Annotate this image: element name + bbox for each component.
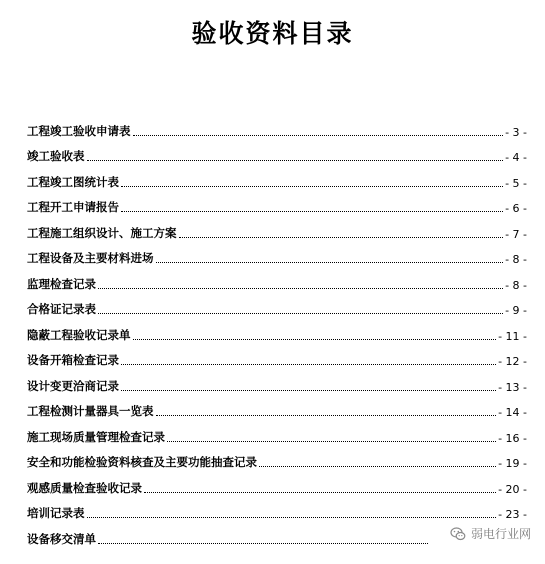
toc-dot-leader: [167, 441, 496, 442]
toc-entry-label: 安全和功能检验资料核查及主要功能抽查记录: [27, 455, 257, 469]
toc-entry-label: 工程竣工图统计表: [27, 174, 119, 189]
toc-entry-page: - 3 -: [505, 125, 527, 139]
toc-entry-label: 设备开箱检查记录: [27, 353, 119, 367]
toc-dot-leader: [87, 517, 497, 518]
toc-entry-label: 隐蔽工程验收记录单: [27, 327, 131, 342]
toc-entry[interactable]: [27, 190, 527, 216]
toc-entry-label: 工程检测计量器具一览表: [27, 404, 154, 418]
toc-entry-page: - 14 -: [498, 406, 527, 419]
toc-entry-label: 监理检查记录: [27, 276, 96, 291]
toc-dot-leader: [133, 339, 497, 340]
toc-dot-leader: [133, 135, 504, 136]
toc-dot-leader: [98, 288, 503, 289]
toc-entry-label: 合格证记录表: [27, 302, 96, 316]
toc-entry-page: - 9 -: [505, 304, 527, 317]
toc-entry-page: - 12 -: [498, 355, 527, 368]
toc-entry-page: - 7 -: [505, 227, 527, 241]
toc-dot-leader: [156, 415, 497, 416]
page-title: 验收资料目录: [191, 19, 354, 48]
toc-dot-leader: [121, 211, 503, 212]
toc-entry[interactable]: [27, 266, 527, 292]
toc-entry-page: - 11 -: [498, 329, 527, 343]
toc-entry[interactable]: [27, 394, 527, 420]
toc-entry-page: - 4 -: [505, 151, 527, 164]
toc-dot-leader: [121, 364, 496, 365]
toc-entry-label: 竣工验收表: [27, 149, 85, 163]
toc-entry[interactable]: [27, 215, 527, 241]
toc-entry[interactable]: [27, 317, 527, 343]
toc-dot-leader: [121, 390, 496, 391]
wechat-icon: [450, 526, 466, 542]
toc-entry[interactable]: [27, 343, 527, 369]
watermark-text: 弱电行业网: [470, 527, 531, 541]
toc-entry[interactable]: [27, 139, 527, 165]
toc-entry-label: 工程竣工验收申请表: [27, 123, 131, 138]
toc-entry[interactable]: [27, 496, 527, 522]
toc-entry-page: - 16 -: [498, 431, 527, 445]
toc-dot-leader: [121, 186, 503, 187]
toc-entry-page: - 20 -: [498, 482, 527, 496]
toc-dot-leader: [87, 160, 504, 161]
toc-entry-page: - 8 -: [505, 278, 527, 292]
toc-entry-label: 设备移交清单: [27, 531, 96, 546]
toc-entry-page: - 13 -: [498, 380, 527, 394]
toc-entry[interactable]: [27, 164, 527, 190]
toc-entry-label: 工程开工申请报告: [27, 200, 119, 214]
toc-entry-label: 工程施工组织设计、施工方案: [27, 225, 177, 240]
toc-entry[interactable]: [27, 419, 527, 445]
toc-entry[interactable]: [27, 292, 527, 318]
watermark: [450, 525, 531, 542]
toc-entry-page: - 5 -: [505, 176, 527, 190]
toc-entry[interactable]: [27, 445, 527, 471]
toc-entry[interactable]: [27, 470, 527, 496]
toc-entry[interactable]: [27, 113, 527, 139]
toc-entry-label: 观感质量检查验收记录: [27, 480, 142, 495]
toc-entry-label: 培训记录表: [27, 506, 85, 520]
toc-dot-leader: [98, 543, 428, 544]
toc-entry-page: - 8 -: [505, 253, 527, 266]
toc-dot-leader: [179, 237, 504, 238]
toc-entry[interactable]: [27, 368, 527, 394]
toc-dot-leader: [98, 313, 503, 314]
toc-entry-page: - 19 -: [498, 457, 527, 470]
toc-entry[interactable]: [27, 241, 527, 267]
toc-entry-label: 设计变更洽商记录: [27, 378, 119, 393]
toc-dot-leader: [259, 466, 496, 467]
toc-entry-label: 工程设备及主要材料进场: [27, 251, 154, 265]
toc-dot-leader: [144, 492, 496, 493]
toc-entry-page: - 23 -: [498, 508, 527, 521]
toc-entry-page: - 6 -: [505, 202, 527, 215]
toc-entry-label: 施工现场质量管理检查记录: [27, 429, 165, 444]
table-of-contents: [27, 113, 527, 547]
toc-dot-leader: [156, 262, 504, 263]
